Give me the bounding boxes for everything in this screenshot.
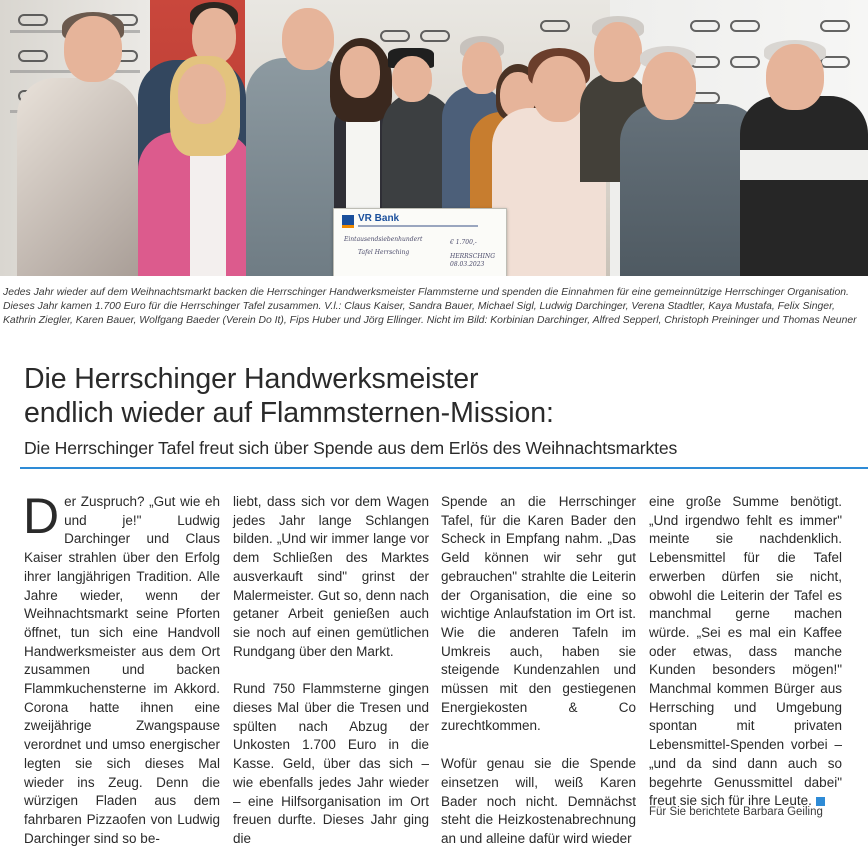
cheque-payee: Tafel Herrsching xyxy=(358,249,410,256)
column-1-paragraph-1: er Zuspruch? „Gut wie eh und je!" Ludwig Darchinger und Claus Kaiser strahlen über den Erfolg ihrer langjährigen Tradition. Alle Jahre wieder, wenn der Weihnachtsmarkt seine Pforten öffnet, tun sich eine Handvoll Handwerksmeister aus dem Ort zusammen und backen Flammkuchensterne im Akkord. Corona hatte ihnen eine zweijährige Zwangspause verordnet und umso energischer legten sie sich dieses Mal wieder ins Zeug. Denn die würzigen Fladen aus dem fahrbaren Pizzaofen von Ludwig Darchinger sind so be- xyxy=(24,494,220,846)
glasses-display xyxy=(380,30,410,42)
glasses-display xyxy=(730,56,760,68)
column-3-paragraph-2: Wofür genau sie die Spende einsetzen will, weiß Karen Bader noch nicht. Demnächst steht die Heizkostenabrechnung an und alleine dafür wird wieder xyxy=(441,756,636,846)
headline-line-1: Die Herrschinger Handwerksmeister xyxy=(24,363,479,395)
cheque-header-line xyxy=(358,225,478,227)
headline-rule xyxy=(20,467,868,469)
donation-cheque xyxy=(333,208,507,276)
cheque-date: 08.03.2023 xyxy=(450,261,485,268)
glasses-display xyxy=(690,20,720,32)
glasses-display xyxy=(540,20,570,32)
cheque-amount: € 1.700,- xyxy=(450,239,477,246)
group-photo xyxy=(0,0,868,276)
column-2-paragraph-2: Rund 750 Flammsterne gingen dieses Mal über die Tresen und spülten nach Abzug der Unkosten 1.700 Euro in die Kasse. Geld, über das sich – wie ebenfalls jedes Jahr wieder – eine Hilfsorganisation im Ort freuen durfte. Dieses Jahr ging die xyxy=(233,681,429,846)
column-3-paragraph-1: Spende an die Herrschinger Tafel, für die Karen Bader den Scheck in Empfang nahm. „Das Geld können wir sehr gut gebrauchen" strahlte die Leiterin der Organisation, die eine so wichtige Anlaufstation im Ort ist. Wie die anderen Tafeln im Umkreis auch, haben sie steigende Kundenzahlen und müssen mit den gestiegenen Energiekosten & Co zurechtkommen. xyxy=(441,494,636,734)
glasses-display xyxy=(420,30,450,42)
photo-caption: Jedes Jahr wieder auf dem Weihnachtsmarkt backen die Herrschinger Handwerksmeister Flammsterne und spenden die Einnahmen für eine gemeinnützige Herrschinger Organisation. Dieses Jahr kamen 1.700 Euro für die Herrschinger Tafel zusammen. V.l.: Claus Kaiser, Sandra Bauer, Michael Sigl, Ludwig Darchinger, Verena Stadtler, Kaya Mustafa, Felix Singer, Kathrin Ziegler, Karen Bauer, Wolfgang Baeder (Verein Do It), Fips Huber und Jörg Ellinger. Nicht im Bild: Korbinian Darchinger, Alfred Sepperl, Christoph Preininger und Thomas Neuner xyxy=(3,287,857,327)
article-column-3 xyxy=(441,493,636,849)
article-author: Für Sie berichtete Barbara Geiling xyxy=(649,806,823,818)
cheque-amount-words: Eintausendsiebenhundert xyxy=(344,236,423,243)
article-column-2 xyxy=(233,493,429,849)
column-2-paragraph-1: liebt, dass sich vor dem Wagen jedes Jahr lange Schlangen bilden. „Und wir immer lange vor dem Schließen des Marktes ausverkauft sind" grinst der Malermeister. Gut so, denn nach getaner Arbeit genießen auch sie noch auf einen gemütlichen Rundgang über den Markt. xyxy=(233,494,429,659)
article-column-1 xyxy=(23,488,220,848)
article-headline xyxy=(24,362,864,430)
glasses-display xyxy=(18,50,48,62)
article-subtitle: Die Herrschinger Tafel freut sich über Spende aus dem Erlös des Weihnachtsmarktes xyxy=(24,438,678,458)
drop-cap: D xyxy=(23,488,60,544)
glasses-display xyxy=(730,20,760,32)
headline-line-2: endlich wieder auf Flammsternen-Mission: xyxy=(24,397,554,429)
cheque-place: HERRSCHING xyxy=(450,253,495,260)
glasses-display xyxy=(18,14,48,26)
article-column-4 xyxy=(649,493,842,811)
end-of-article-square-icon xyxy=(816,797,825,806)
vr-bank-logo-icon xyxy=(342,215,354,228)
column-4-paragraph-1: eine große Summe benötigt. „Und irgendwo fehlt es immer" meinte sie nachdenklich. Lebensmittel für die Tafel erwerben dürfen sie nicht, obwohl die Leiterin der Tafel es manchmal gerne machen würde. „Sei es mal ein Kaffee oder etwas, dass manche Kunden besonders mögen!" Manchmal kommen Bürger aus Herrsching und Umgebung spontan mit privaten Lebensmittel-Spenden vorbei – „und da sind dann auch so begehrte Genussmittel dabei" freut sie sich für ihre Leute. xyxy=(649,494,842,809)
glasses-display xyxy=(820,20,850,32)
cheque-bank-name: VR Bank xyxy=(358,213,400,224)
